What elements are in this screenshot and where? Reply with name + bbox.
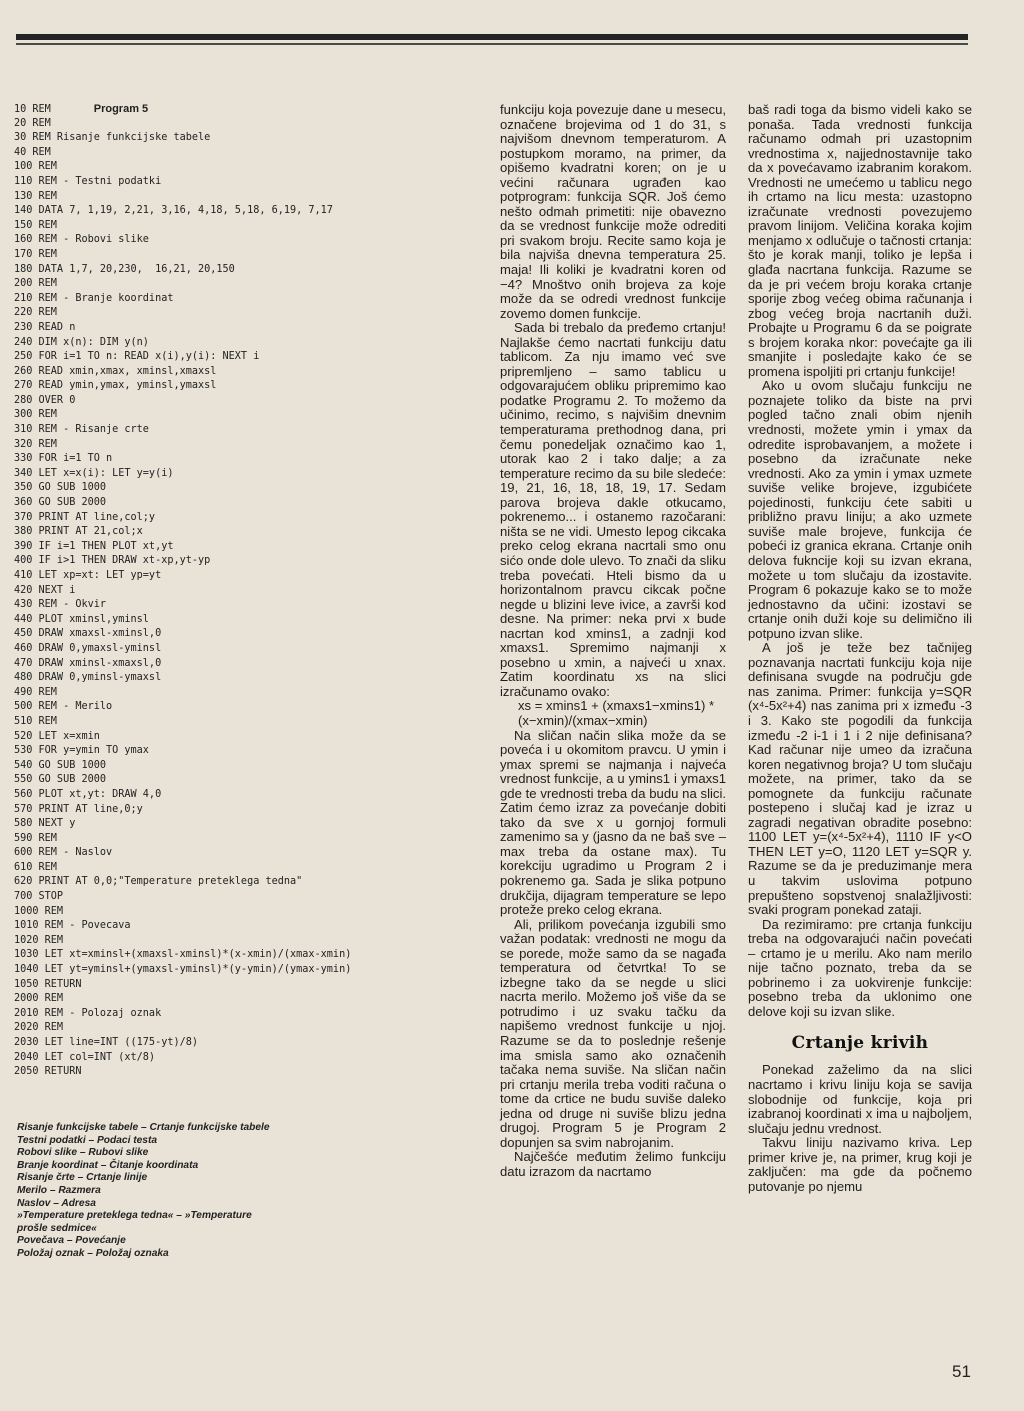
listing-line: 110 REM - Testni podatki [14, 175, 162, 187]
listing-line: 590 REM [14, 832, 57, 844]
listing-line: 2050 RETURN [14, 1066, 82, 1078]
legend-line: Naslov – Adresa [17, 1197, 96, 1209]
paragraph: Takvu liniju nazivamo kriva. Lep primer krive je, na primer, krug koji je zaključen: ma gde da počnemo putovanje po njemu [748, 1135, 972, 1194]
listing-line: 610 REM [14, 861, 57, 873]
listing-line: 510 REM [14, 715, 57, 727]
listing-line: 440 PLOT xminsl,yminsl [14, 613, 149, 625]
listing-line: 250 FOR i=1 TO n: READ x(i),y(i): NEXT i [14, 351, 260, 363]
listing-line: 350 GO SUB 1000 [14, 482, 107, 494]
listing-line: 390 IF i=1 THEN PLOT xt,yt [14, 540, 174, 552]
section-heading: Crtanje krivih [791, 1033, 929, 1054]
legend-line: Položaj oznak – Položaj oznaka [17, 1247, 169, 1259]
listing-line: 170 REM [14, 248, 57, 260]
page-number: 51 [952, 1362, 971, 1381]
paragraph: Ali, prilikom povećanja izgubili smo važan podatak: vrednosti ne mogu da se porede, može samo da se nagađa temperatura od četvrtka! To se izbegne tako da se negde u slici nacrta merilo. Možemo još više da se potrudimo i uz svaku tačku da napišemo vrednost funkcije u njoj. Razume se da to poslednje rešenje ima smisla samo ako označenih tačaka nema suviše. Na sličan način pri crtanju merila treba voditi računa o tome da crtice ne budu suviše daleko jedna od druge ni suviše blizu jedna drugoj. Program 5 je Program 2 dopunjen sa svim nabrojanim. [500, 916, 726, 1150]
legend-line: prošle sedmice« [17, 1222, 97, 1234]
listing-line: 210 REM - Branje koordinat [14, 292, 174, 304]
listing-line: 600 REM - Naslov [14, 847, 113, 859]
text-column-middle [500, 103, 726, 1179]
listing-line: 1030 LET xt=xminsl+(xmaxsl-xminsl)*(x-xmin)/(xmax-xmin) [14, 949, 352, 961]
listing-line: 100 REM [14, 161, 57, 173]
paragraph: Na sličan način slika može da se poveća i u okomitom pravcu. U ymin i ymax spremi se najmanja i najveća vrednost funkcije, a u ymins1 i ymaxs1 gde te vrednosti treba da budu na slici. Zatim ćemo izraz za povećanje dobiti tako da sve x u gornjoj formuli zamenimo sa y (jasno da ne baš sve – max treba da ostane max). Tu korekciju ugradimo u Program 2 i pokrenemo ga. Sada je slika potpuno drukčija, dijagram temperature se lepo proteže preko celog ekrana. [500, 727, 726, 918]
listing-line: 140 DATA 7, 1,19, 2,21, 3,16, 4,18, 5,18, 6,19, 7,17 [14, 205, 333, 217]
listing-line: 490 REM [14, 686, 57, 698]
listing-line: 570 PRINT AT line,0;y [14, 803, 143, 815]
listing-line: 620 PRINT AT 0,0;"Temperature preteklega tedna" [14, 876, 303, 888]
listing-line: 2040 LET col=INT (xt/8) [14, 1051, 156, 1063]
listing-line: 260 READ xmin,xmax, xminsl,xmaxsl [14, 365, 217, 377]
listing-line: 150 REM [14, 219, 57, 231]
listing-line: 1040 LET yt=yminsl+(ymaxsl-yminsl)*(y-ymin)/(ymax-ymin) [14, 964, 352, 976]
listing-line: 540 GO SUB 1000 [14, 759, 107, 771]
listing-line: 340 LET x=x(i): LET y=y(i) [14, 467, 174, 479]
paragraph: funkciju koja povezuje dane u mesecu, označene brojevima od 1 do 31, s najvišom dnevnom temperaturom. A postupkom moramo, na primer, da opišemo kvadratni koren; on je u većini računara ugrađen kao potprogram: funkcija SQR. Još ćemo nešto odmah primetiti: nije obavezno da se vrednost funkcije može odrediti pri svakom broju. Recite samo koja je bila najviša dnevna temperatura 25. maja! Ili koliki je kvadratni koren od −4? Mnoštvo onih brojeva za koje može da se odredi vrednost funkcije zovemo domen funkcije. [500, 102, 726, 321]
listing-line: 370 PRINT AT line,col;y [14, 511, 156, 523]
legend-line: »Temperature preteklega tedna« – »Temperature [17, 1210, 252, 1222]
listing-line: 400 IF i>1 THEN DRAW xt-xp,yt-yp [14, 555, 211, 567]
listing-line: 1050 RETURN [14, 978, 82, 990]
listing-line: 2000 REM [14, 993, 64, 1005]
program-listing [14, 102, 469, 1080]
listing-line: 460 DRAW 0,ymaxsl-yminsl [14, 642, 162, 654]
listing-line: 1010 REM - Povecava [14, 920, 131, 932]
listing-line: 10 REM Program 5 [14, 103, 149, 115]
legend-line: Branje koordinat – Čitanje koordinata [17, 1159, 199, 1171]
listing-line: 430 REM - Okvir [14, 599, 107, 611]
listing-line: 500 REM - Merilo [14, 701, 113, 713]
listing-line: 480 DRAW 0,yminsl-ymaxsl [14, 672, 162, 684]
listing-line: 360 GO SUB 2000 [14, 497, 107, 509]
listing-line: 310 REM - Risanje crte [14, 424, 149, 436]
listing-line: 20 REM [14, 117, 51, 129]
paragraph: Najčešće međutim želimo funkciju datu izrazom da nacrtamo [500, 1149, 726, 1179]
listing-line: 40 REM [14, 146, 51, 158]
listing-line: 2010 REM - Polozaj oznak [14, 1007, 162, 1019]
listing-line: 1020 REM [14, 934, 64, 946]
text-column-right [748, 103, 972, 1194]
listing-line: 320 REM [14, 438, 57, 450]
listing-line: 470 DRAW xminsl-xmaxsl,0 [14, 657, 162, 669]
listing-line: 270 READ ymin,ymax, yminsl,ymaxsl [14, 380, 217, 392]
paragraph: Ponekad zaželimo da na slici nacrtamo i krivu liniju koja se savija slobodnije od funkcije, koja pri izabranoj koordinati x ima u najboljem, slučaju jednu vrednost. [748, 1062, 972, 1136]
listing-line: 530 FOR y=ymin TO ymax [14, 745, 149, 757]
listing-line: 380 PRINT AT 21,col;x [14, 526, 143, 538]
legend-line: Testni podatki – Podaci testa [17, 1134, 158, 1146]
header-rule-thin [16, 43, 968, 45]
program-title: Program 5 [93, 103, 149, 115]
listing-line: 410 LET xp=xt: LET yp=yt [14, 570, 162, 581]
translation-legend [17, 1122, 317, 1261]
header-rule-thick [16, 34, 968, 40]
paragraph: A još je teže bez tačnijeg poznavanja nacrtati funkciju koja nije definisana svugde na području gde nas zanima. Primer: funkcija y=SQR (x⁴-5x²+4) nas zanima pri x između -3 i 3. Kako ste pogodili da funkcija između -2 i-1 i 1 i 2 nije definisana? Kad računar nije umeo da izračuna koren negativnog broja? U tom slučaju možete, na primer, tako da se pomognete da funkciju računate postepeno i slučaj kad je izraz u zagradi negativan obradite posebno: 1100 LET y=(x⁴-5x²+4), 1110 IF y<O THEN LET y=O, 1120 LET y=SQR y. Razume se da je preduzimanje mera u takvim uslovima potpuno prepušteno sopstvenoj snalažljivosti: svaki program ponekad zataji. [748, 640, 972, 918]
paragraph: baš radi toga da bismo videli kako se ponaša. Tada vrednosti funkcija računamo odmah pri uzastopnim vrednostima x, najjednostavnije tako da x povećavamo izabranim korakom. Vrednosti ne umećemo u tablicu nego ih crtamo na licu mesta: uzastopno izračunate vrednosti povezujemo pravom linijom. Veličina koraka kojim menjamo x odlučuje o tačnosti crtanja: što je korak manji, toliko je lepša i glađa nacrtana funkcija. Razume se da je pri većem broju koraka crtanje sporije zbog većeg obima računanja i zbog većeg broja nacrtanih duži. Probajte u Programu 6 da se poigrate s brojem koraka nkor: povećajte ga ili smanjite i posledajte kako će se promena ispoljiti pri crtanju funkcije! [748, 102, 972, 379]
listing-line: 220 REM [14, 307, 57, 319]
listing-line: 180 DATA 1,7, 20,230, 16,21, 20,150 [14, 263, 235, 275]
listing-line: 240 DIM x(n): DIM y(n) [14, 336, 149, 348]
listing-line: 30 REM Risanje funkcijske tabele [14, 132, 211, 144]
listing-line: 280 OVER 0 [14, 394, 76, 406]
listing-line: 420 NEXT i [14, 584, 76, 596]
listing-line: 450 DRAW xmaxsl-xminsl,0 [14, 628, 162, 640]
listing-line: 1000 REM [14, 905, 64, 917]
listing-line: 160 REM - Robovi slike [14, 234, 149, 246]
listing-line: 2030 LET line=INT ((175-yt)/8) [14, 1037, 199, 1048]
legend-line: Povečava – Povećanje [17, 1235, 126, 1247]
legend-line: Merilo – Razmera [17, 1184, 101, 1196]
paragraph: Ako u ovom slučaju funkciju ne poznajete toliko da biste na prvi pogled tačno znali obim njenih vrednosti, možete ymin i ymax da odredite isprobavanjem, a možete i posebno da izračunate neke vrednosti. Ako za ymin i ymax uzmete suviše velike brojeve, izgubićete pojedinosti, funkciju ćete sabiti u približno pravu liniju; a ako uzmete suviše male brojeve, funkcija će pobeći iz granica ekrana. Crtanje onih delova fukncije koji su izvan ekrana, možete u tom slučaju da izostavite. Program 6 pokazuje kako se to može jednostavno da učini: izostavi se crtanje onih duži koje su delimično ili potpuno izvan slike. [748, 378, 972, 641]
listing-line: 2020 REM [14, 1022, 64, 1034]
listing-line: 200 REM [14, 278, 57, 290]
paragraph: Sada bi trebalo da pređemo crtanju! Najlakše ćemo nacrtati funkciju datu tablicom. Za nju imamo već sve pripremljeno – samo tablicu u odgovarajućem obliku pripremimo kao podatke Programu 2. To možemo da učinimo, recimo, s najvišim dnevnim temperaturama prethodnog dana, pri čemu ponedeljak označimo kao 1, utorak kao 2 i tako dalje; a za temperature recimo da su bile sledeće: 19, 21, 16, 18, 18, 19, 17. Sedam parova brojeva dakle otkucamo, pokrenemo... i ostanemo razočarani: ništa se ne vidi. Umesto lepog cikcaka preko celog ekrana nacrtali smo onu sićo onde dole ulevo. To znači da sliku treba povećati. Hteli bismo da u horizontalnom pravcu cikcak počne negde u blizini leve ivice, a završi kod desne. Na primer: neka prvi x bude nacrtan kod xmins1, a zadnji kod xmaxs1. Spremimo najmanji x posebno u xmin, a najveći u xnax. Zatim koordinatu xs na slici izračunamo ovako: [500, 320, 726, 699]
listing-line: 300 REM [14, 409, 57, 421]
paragraph: Da rezimiramo: pre crtanja funkciju treba na odgovarajući način povećati – crtamo je u merilu. Ako nam merilo nije tačno poznato, treba da se pobrinemo i za uokvirenje funkcije: posebno treba da uklonimo one delove koji su izvan slike. [748, 916, 972, 1019]
legend-line: Risanje črte – Crtanje linije [17, 1172, 148, 1184]
formula: xs = xmins1 + (xmaxs1−xmins1) * (x−xmin)/(xmax−xmin) [518, 698, 715, 728]
listing-line: 330 FOR i=1 TO n [14, 453, 113, 465]
listing-line: 550 GO SUB 2000 [14, 774, 107, 786]
legend-line: Risanje funkcijske tabele – Crtanje funkcijske tabele [17, 1122, 270, 1133]
listing-line: 520 LET x=xmin [14, 730, 100, 742]
listing-line: 700 STOP [14, 891, 64, 903]
listing-line: 560 PLOT xt,yt: DRAW 4,0 [14, 788, 162, 800]
listing-line: 580 NEXT y [14, 818, 76, 830]
listing-line: 130 REM [14, 190, 57, 202]
legend-line: Robovi slike – Rubovi slike [17, 1147, 149, 1159]
listing-line: 230 READ n [14, 321, 76, 333]
